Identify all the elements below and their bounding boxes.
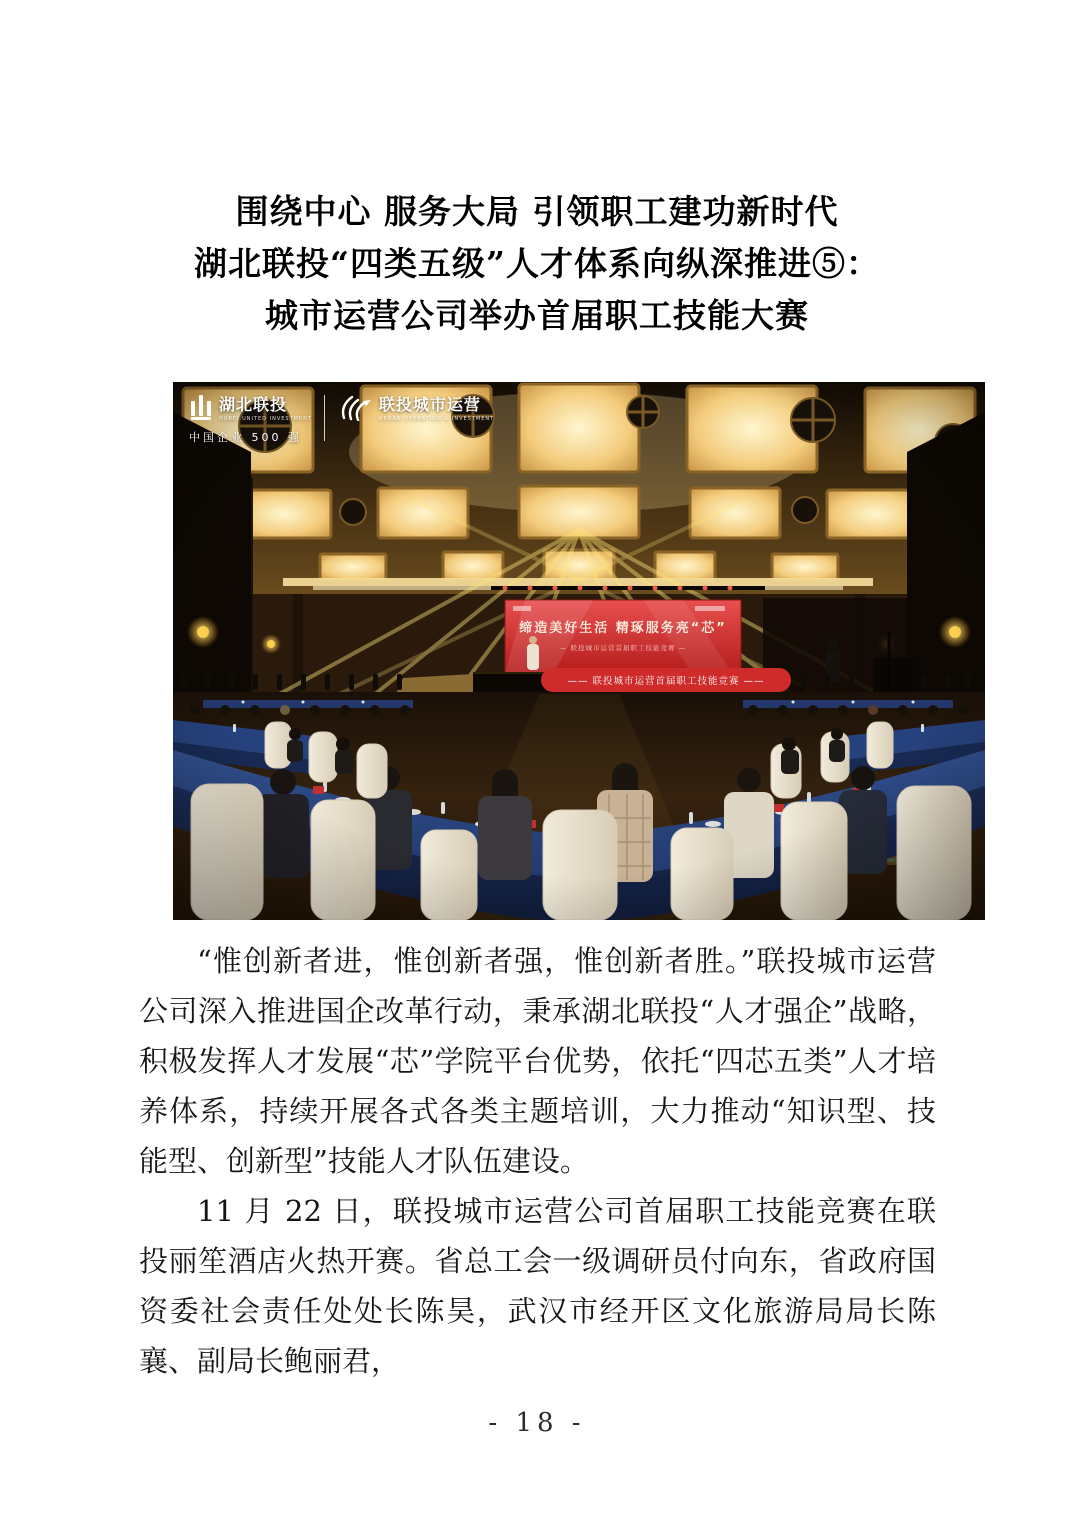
hubei-united-logo-tagline: 中国企业 500 强	[189, 431, 302, 444]
ballroom-scene	[173, 382, 985, 920]
photo-logo-strip	[189, 392, 494, 445]
hubei-united-logo-name: 湖北联投	[219, 395, 288, 414]
hubei-united-logo-eng: HUBEI UNITED INVESTMENT	[219, 416, 312, 422]
event-photo	[173, 382, 985, 920]
page-number: - 18 -	[488, 1408, 586, 1438]
logo-divider	[324, 395, 325, 441]
page-title-line-1: 围绕中心 服务大局 引领职工建功新时代	[235, 192, 839, 231]
urban-operation-logo-eng: URBAN OPERATION & INVESTMENT	[378, 416, 495, 422]
article-body	[139, 936, 936, 1386]
article-paragraph-1: “惟创新者进，惟创新者强，惟创新者胜。”联投城市运营公司深入推进国企改革行动，秉承湖北联投“人才强企”战略，积极发挥人才发展“芯”学院平台优势，依托“四芯五类”人才培养体系，持续开展各式各类主题培训，大力推动“知识型、技能型、创新型”技能人才队伍建设。	[139, 944, 936, 1178]
page-title	[0, 186, 1074, 342]
page-title-line-2: 湖北联投“四类五级”人才体系向纵深推进⑤：	[194, 244, 880, 283]
hubei-united-logo	[189, 392, 312, 445]
page-title-line-3: 城市运营公司举办首届职工技能大赛	[265, 296, 809, 335]
urban-operation-logo-icon	[337, 393, 373, 421]
urban-operation-logo-name: 联投城市运营	[378, 395, 481, 414]
hubei-united-logo-icon	[189, 394, 213, 420]
urban-operation-logo	[337, 392, 494, 422]
photo-vignette	[173, 382, 985, 920]
article-paragraph-2: 11 月 22 日，联投城市运营公司首届职工技能竞赛在联投丽笙酒店火热开赛。省总工会一级调研员付向东，省政府国资委社会责任处处长陈昊，武汉市经开区文化旅游局局长陈襄、副局长鲍丽君，	[139, 1194, 936, 1378]
